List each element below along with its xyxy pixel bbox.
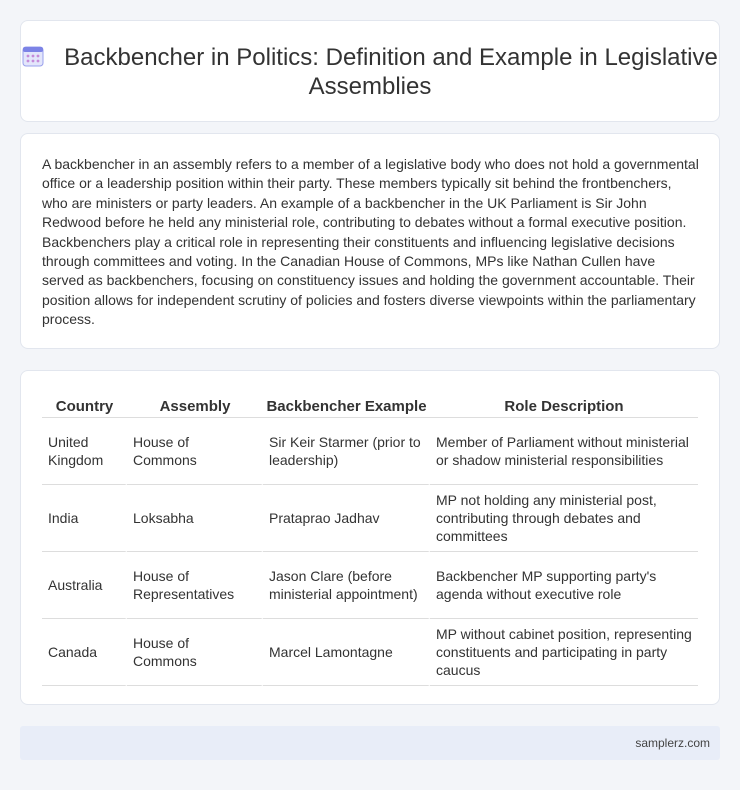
cell-country: Australia xyxy=(42,552,127,619)
cell-backbencher: Marcel Lamontagne xyxy=(263,619,430,686)
table-row xyxy=(42,552,698,619)
column-header-backbencher-example: Backbencher Example xyxy=(263,390,430,418)
page-title: Backbencher in Politics: Definition and Example in Legislative Assemblies xyxy=(64,44,718,100)
cell-role: Backbencher MP supporting party's agenda without executive role xyxy=(430,552,698,619)
cell-country: Canada xyxy=(42,619,127,686)
table-row xyxy=(42,485,698,552)
cell-backbencher: Sir Keir Starmer (prior to leadership) xyxy=(263,418,430,485)
footer-bar xyxy=(20,726,720,760)
table-card xyxy=(20,370,720,705)
cell-assembly: House of Commons xyxy=(127,619,263,686)
table-row xyxy=(42,418,698,485)
backbencher-table xyxy=(42,390,698,686)
description-text: A backbencher in an assembly refers to a member of a legislative body who does not hold a governmental office or a leadership position within their party. These members typically sit behind the frontbenchers, who are ministers or party leaders. An example of a backbencher in the UK Parliament is Sir John Redwood before he held any ministerial role, contributing to debates without a formal executive position. Backbenchers play a critical role in representing their constituents and influencing legislative decisions through committees and voting. In the Canadian House of Commons, MPs like Nathan Cullen have served as backbenchers, focusing on constituency issues and holding the government accountable. Their position allows for independent scrutiny of policies and fosters diverse viewpoints within the parliamentary process. xyxy=(42,156,699,328)
calendar-icon xyxy=(22,45,44,67)
title-card xyxy=(20,20,720,122)
table-header-row xyxy=(42,390,698,418)
cell-role: MP not holding any ministerial post, contributing through debates and committees xyxy=(430,485,698,552)
description-card xyxy=(20,133,720,349)
cell-country: United Kingdom xyxy=(42,418,127,485)
cell-backbencher: Jason Clare (before ministerial appointment) xyxy=(263,552,430,619)
column-header-role-description: Role Description xyxy=(430,390,698,418)
cell-assembly: House of Representatives xyxy=(127,552,263,619)
cell-backbencher: Prataprao Jadhav xyxy=(263,485,430,552)
table-row xyxy=(42,619,698,686)
cell-assembly: Loksabha xyxy=(127,485,263,552)
column-header-assembly: Assembly xyxy=(127,390,263,418)
column-header-country: Country xyxy=(42,390,127,418)
cell-role: Member of Parliament without ministerial or shadow ministerial responsibilities xyxy=(430,418,698,485)
cell-assembly: House of Commons xyxy=(127,418,263,485)
page-title-wrap xyxy=(21,43,719,101)
cell-country: India xyxy=(42,485,127,552)
footer-site-link[interactable]: samplerz.com xyxy=(635,736,710,750)
cell-role: MP without cabinet position, representing constituents and participating in party caucus xyxy=(430,619,698,686)
